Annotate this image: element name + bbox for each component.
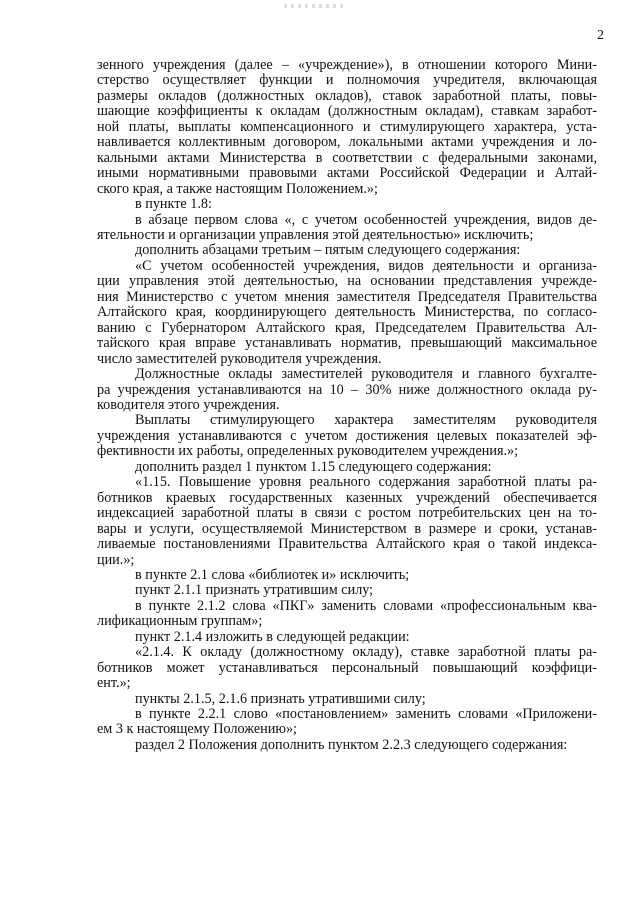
text-line: ливаемые постановлениями Правительства Алтайского края о такой индекса-	[97, 536, 597, 553]
text-line: лификационным группам»;	[97, 613, 263, 630]
text-line: в пункте 1.8:	[135, 196, 212, 213]
text-line: учреждения устанавливаются с учетом достижения целевых показателей эф-	[97, 427, 597, 444]
text-line: зенного учреждения (далее – «учреждение»), в отношении которого Мини-	[97, 57, 597, 73]
text-line: ции управления этой деятельностью, на основании представления учрежде-	[97, 273, 597, 290]
text-line: ции.»;	[97, 551, 135, 568]
text-line: ботников краевых государственных казенных учреждений обеспечивается	[97, 489, 597, 506]
text-line: ского края, а также настоящим Положением.»;	[97, 180, 378, 197]
text-line: «С учетом особенностей учреждения, видов деятельности и организа-	[135, 257, 597, 274]
text-line: навливается коллективным договором, локальными актами учреждения и ло-	[97, 134, 597, 151]
text-line: ной платы, выплаты компенсационного и стимулирующего характера, уста-	[97, 118, 597, 135]
text-line: пункты 2.1.5, 2.1.6 признать утратившими силу;	[135, 690, 426, 707]
text-line: ния Министерство с учетом мнения заместителя Председателя Правительства	[97, 288, 597, 305]
text-line: «2.1.4. К окладу (должностному окладу), ставке заработной платы ра-	[135, 644, 597, 661]
page-number: 2	[597, 28, 604, 43]
text-line: раздел 2 Положения дополнить пунктом 2.2.3 следующего содержания:	[135, 736, 568, 753]
text-line: ванию с Губернатором Алтайского края, Председателем Правительства Ал-	[97, 319, 597, 336]
text-line: Алтайского края, координирующего деятельность Министерства, по согласо-	[97, 304, 597, 321]
text-line: дополнить абзацами третьим – пятым следующего содержания:	[135, 242, 521, 259]
text-line: пункт 2.1.4 изложить в следующей редакции:	[135, 628, 410, 645]
text-line: в пункте 2.1 слова «библиотек и» исключить;	[135, 566, 410, 583]
text-line: тайского края вправе устанавливать норматив, превышающий максимальное	[97, 335, 597, 352]
text-line: иными нормативными правовыми актами Российской Федерации и Алтай-	[97, 165, 597, 182]
text-line: вары и услуги, осуществляемой Министерством в размере и сроки, устанав-	[97, 520, 597, 537]
text-line: дополнить раздел 1 пунктом 1.15 следующего содержания:	[135, 458, 492, 475]
text-line: кальными актами Министерства в соответствии с федеральными законами,	[97, 149, 597, 166]
text-line: «1.15. Повышение уровня реального содержания заработной платы ра-	[135, 474, 597, 491]
text-line: фективности их работы, определенных руководителем учреждения.»;	[97, 443, 519, 460]
text-line: размеры окладов (должностных окладов), ставок заработной платы, повы-	[97, 87, 597, 104]
text-line: ятельности и организации управления этой деятельностью» исключить;	[97, 226, 534, 243]
text-line: ем 3 к настоящему Положению»;	[97, 721, 297, 738]
text-line: ра учреждения устанавливаются на 10 – 30% ниже должностного оклада ру-	[97, 381, 597, 398]
text-line: число заместителей руководителя учреждения.	[97, 350, 382, 367]
text-line: индексацией заработной платы в связи с ростом потребительских цен на то-	[97, 505, 597, 522]
text-line: пункт 2.1.1 признать утратившим силу;	[135, 582, 374, 599]
text-line: Выплаты стимулирующего характера заместителям руководителя	[135, 412, 597, 429]
document-body	[97, 58, 597, 753]
text-line: в абзаце первом слова «, с учетом особенностей учреждения, видов де-	[135, 211, 597, 228]
text-line: шающие коэффициенты к окладам (должностным окладам), ставкам заработ-	[97, 103, 597, 120]
text-line: в пункте 2.1.2 слова «ПКГ» заменить словами «профессиональным ква-	[135, 597, 597, 614]
scan-artifact	[284, 4, 344, 8]
text-line: ботников может устанавливаться персональный повышающий коэффици-	[97, 659, 597, 676]
text-line: стерство осуществляет функции и полномочия учредителя, включающая	[97, 72, 597, 89]
text-line: ководителя этого учреждения.	[97, 396, 280, 413]
text-line: ент.»;	[97, 675, 131, 692]
text-line: Должностные оклады заместителей руководителя и главного бухгалте-	[135, 366, 597, 383]
text-line: в пункте 2.2.1 слово «постановлением» заменить словами «Приложени-	[135, 706, 597, 723]
